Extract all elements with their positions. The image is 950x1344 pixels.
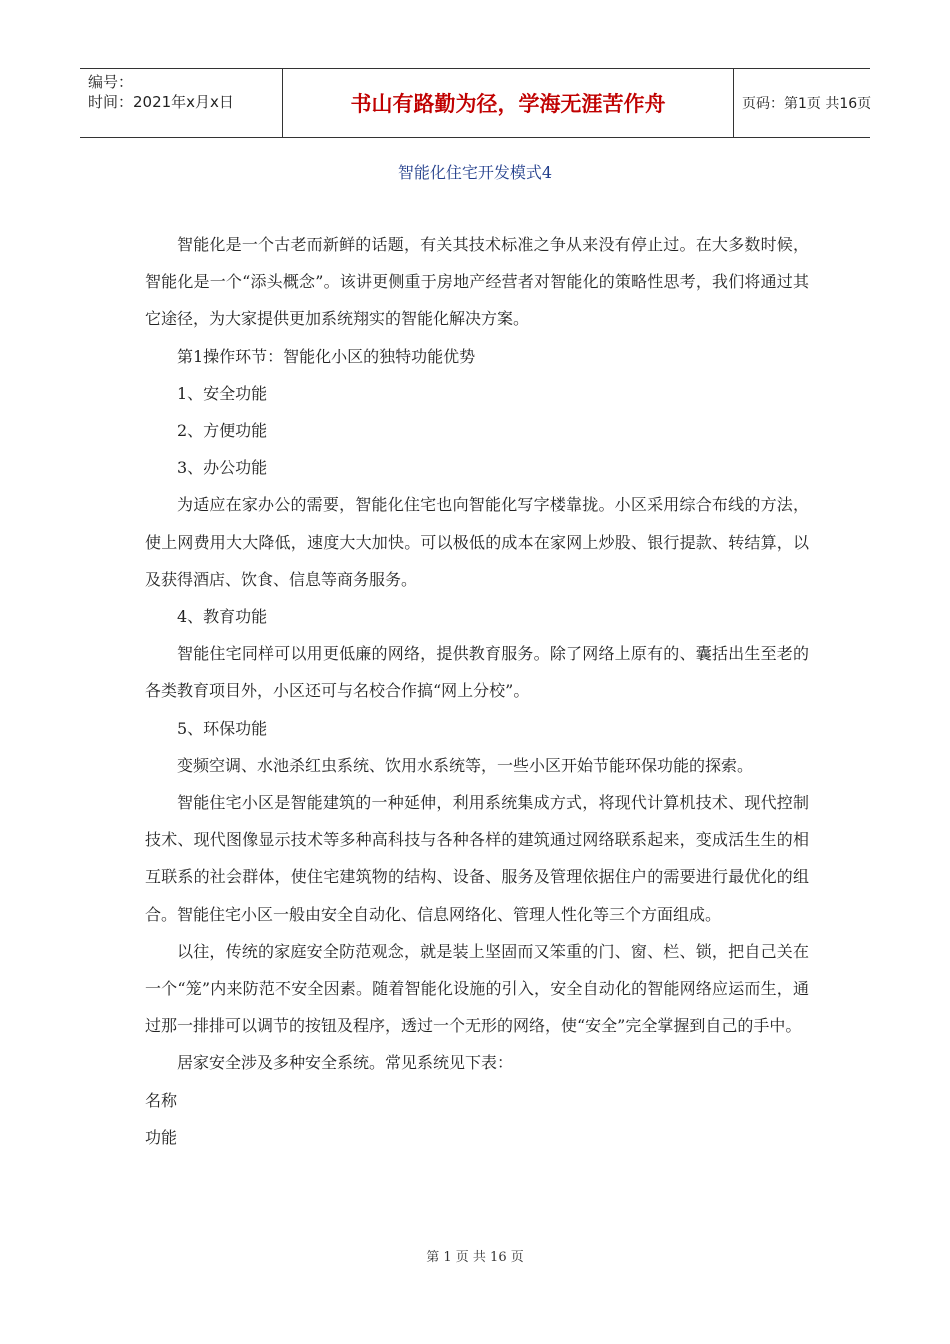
paragraph: 智能住宅小区是智能建筑的一种延伸，利用系统集成方式，将现代计算机技术、现代控制技术、现代图像显示技术等多种高科技与各种各样的建筑通过网络联系起来，变成活生生的相互联系的社会群体，使住宅建筑物的结构、设备、服务及管理依据住户的需要进行最优化的组合。智能住宅小区一般由安全自动化、信息网络化、管理人性化等三个方面组成。 [145,793,809,924]
table-label: 名称 [145,1090,178,1110]
list-item: 3、办公功能 [177,458,268,478]
page-footer: 第 1 页 共 16 页 [426,1250,524,1265]
header-left-cell [80,69,282,137]
paragraph: 智能住宅同样可以用更低廉的网络，提供教育服务。除了网络上原有的、囊括出生至老的各类教育项目外，小区还可与名校合作搞“网上分校”。 [145,644,809,701]
page-header [80,68,870,138]
table-label: 功能 [145,1127,178,1147]
section-heading: 第1操作环节：智能化小区的独特功能优势 [177,346,476,366]
paragraph: 为适应在家办公的需要，智能化住宅也向智能化写字楼靠拢。小区采用综合布线的方法，使上网费用大大降低，速度大大加快。可以极低的成本在家网上炒股、银行提款、转结算，以及获得酒店、饮食、信息等商务服务。 [145,495,809,589]
paragraph: 以往，传统的家庭安全防范观念，就是装上坚固而又笨重的门、窗、栏、锁，把自己关在一个“笼”内来防范不安全因素。随着智能化设施的引入，安全自动化的智能网络应运而生，通过那一排排可以调节的按钮及程序，透过一个无形的网络，使“安全”完全掌握到自己的手中。 [145,941,809,1036]
paragraph: 智能化是一个古老而新鲜的话题，有关其技术标准之争从来没有停止过。在大多数时候，智能化是一个“添头概念”。该讲更侧重于房地产经营者对智能化的策略性思考，我们将通过其它途径，为大家提供更加系统翔实的智能化解决方案。 [145,235,809,329]
document-title: 智能化住宅开发模式4 [397,163,553,182]
list-item: 1、安全功能 [177,383,268,403]
paragraph: 变频空调、水池杀红虫系统、饮用水系统等，一些小区开始节能环保功能的探索。 [177,755,754,775]
list-item: 2、方便功能 [177,421,268,441]
list-item: 4、教育功能 [177,607,268,627]
list-item: 5、环保功能 [177,718,268,738]
paragraph: 居家安全涉及多种安全系统。常见系统见下表： [177,1053,514,1073]
page-info: 页码：第1页 共16页 [742,96,872,112]
time-label: 时间：2021年x月x日 [88,93,234,111]
motto: 书山有路勤为径，学海无涯苦作舟 [282,69,734,137]
number-label: 编号： [88,73,134,91]
document-body [145,226,809,1156]
